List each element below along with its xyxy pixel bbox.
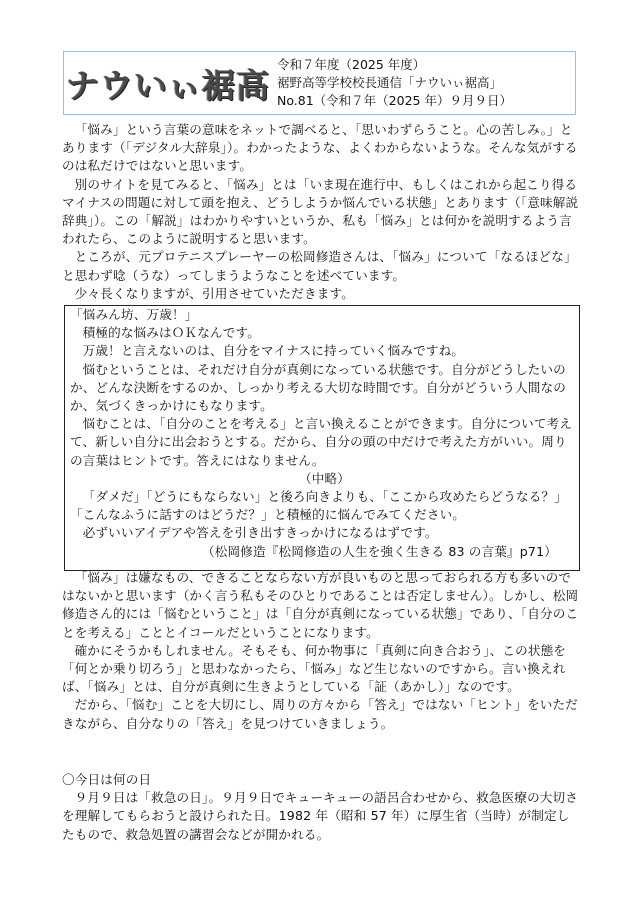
newsletter-logo: ナウいぃ裾高 <box>66 65 270 105</box>
intro-section <box>62 121 582 303</box>
quote-source: （松岡修造『松岡修造の人生を強く生きる 83 の言葉』p71） <box>202 543 557 559</box>
header-publication: 裾野高等学校校長通信「ナウいぃ裾高」 <box>277 75 503 90</box>
reflection-section <box>62 569 582 733</box>
reflection-paragraph-1: 「悩み」は嫌なもの、できることならない方が良いものと思っておられる方も多いのではないかと思います（かく言う私もそのひとりであることは否定しません）。しかし、松岡修造さん的には「悩むということ」は「自分が真剣になっている状態」であり、「自分のことを考える」こととイコールだということになります。 <box>62 570 579 640</box>
newsletter-header <box>63 51 576 115</box>
today-section <box>62 771 582 844</box>
intro-paragraph-4: 少々長くなりますが、引用させていただきます。 <box>74 285 354 301</box>
quote-title: 「悩みん坊、万歳！」 <box>70 307 198 322</box>
intro-paragraph-1: 「悩み」という言葉の意味をネットで調べると、「思いわずらうこと。心の苦しみ。」とあります（「デジタル大辞泉」）。わかったような、よくわからないような。そんな気がするのは私だけではないと思います。 <box>62 122 578 174</box>
quote-ellipsis: （中略） <box>299 470 350 486</box>
header-issue-date: No.81（令和７年（2025 年）９月９日） <box>277 93 512 108</box>
intro-paragraph-2: 別のサイトを見てみると、「悩み」とは「いま現在進行中、もしくはこれから起こり得るマイナスの問題に対して頭を抱え、どうしようか悩んでいる状態」とあります（「意味解説辞典」）。この「解説」はわかりやすいというか、私も「悩み」とは何かを説明するよう言われたら、このように説明すると思います。 <box>62 176 579 247</box>
header-fiscal-year: 令和７年度（2025 年度） <box>277 57 426 72</box>
quote-line: 悩むということは、それだけ自分が真剣になっている状態です。自分がどうしたいのか、どんな決断をするのか、しっかり考える大切な時間です。自分がどういう人間なのか、気づくきっかけにもなります。 <box>70 361 566 414</box>
quote-line: 必ずいいアイデアや答えを引き出すきっかけになるはずです。 <box>82 525 438 541</box>
reflection-paragraph-2: 確かにそうかもしれません。そもそも、何か物事に「真剣に向き合おう」、この状態を「何とか乗り切ろう」と思わなかったら、「悩み」など生じないのですから。言い換えれば、「悩み」とは、自分が真剣に生きようとしている「証（あかし）」なのです。 <box>62 642 567 695</box>
header-info <box>277 56 575 110</box>
quote-line: 万歳！と言えないのは、自分をマイナスに持っていく悩みですね。 <box>82 343 465 359</box>
intro-paragraph-3: ところが、元プロテニスプレーヤーの松岡修造さんは、「悩み」について「なるほどな」と思わず唸（うな）ってしまうようなことを述べています。 <box>62 249 577 283</box>
today-paragraph: ９月９日は「救急の日」。９月９日でキューキューの語呂合わせから、救急医療の大切さを理解してもらおうと設けられた日。1982 年（昭和 57 年）に厚生省（当時）が制定したもので、救急処置の講習会などが開かれる。 <box>62 790 579 842</box>
quote-line: 積極的な悩みはＯＫなんです。 <box>82 325 260 341</box>
quote-line: 悩むことは、「自分のことを考える」と言い換えることができます。自分について考えて、新しい自分に出会おうとする。だから、自分の頭の中だけで考えた方がいい。周りの言葉はヒントです。答えにはなりません。 <box>70 416 573 468</box>
reflection-paragraph-3: だから、「悩む」ことを大切にし、周りの方々から「答え」ではない「ヒント」をいただきながら、自分なりの「答え」を見つけていきましょう。 <box>62 697 579 731</box>
quote-box <box>64 305 580 571</box>
quote-line: 「ダメだ」「どうにもならない」と後ろ向きよりも、「ここから攻めたらどうなる？」「こんなふうに話すのはどうだ？」と積極的に悩んでみてください。 <box>70 489 567 523</box>
today-heading: 〇今日は何の日 <box>62 772 152 787</box>
